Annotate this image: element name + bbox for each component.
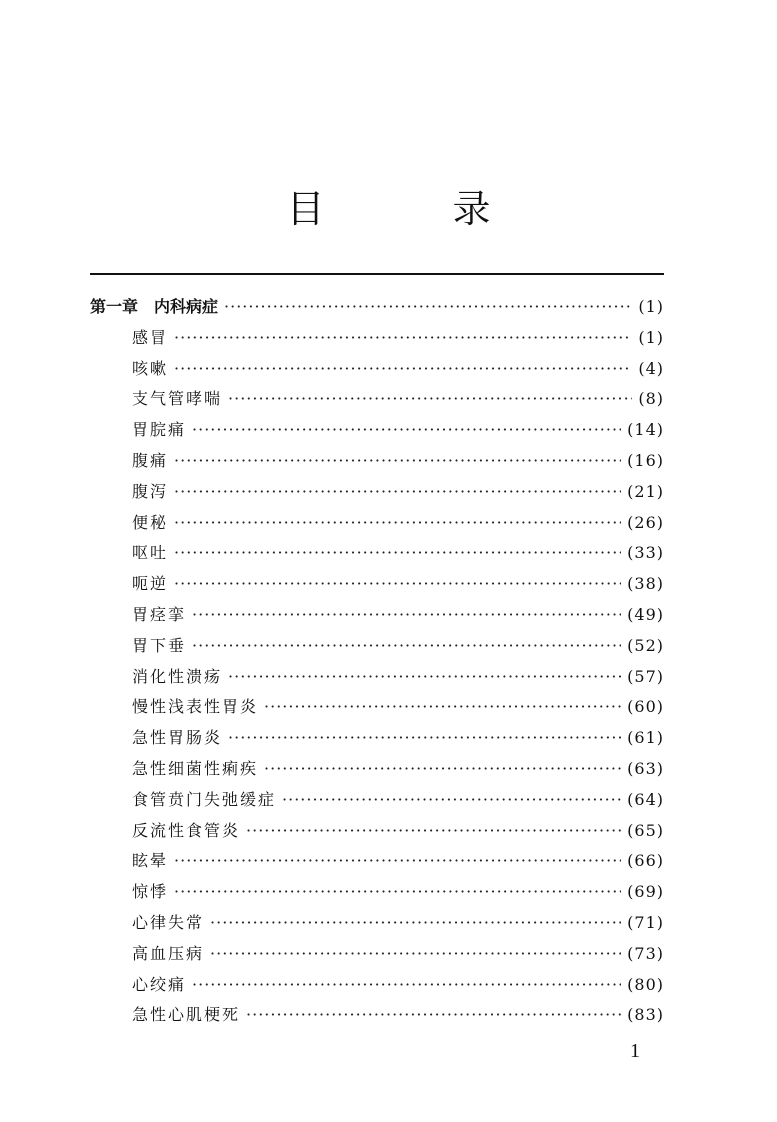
toc-leader-dots	[246, 1000, 621, 1031]
toc-entry-title: 反流性食管炎	[132, 820, 241, 840]
toc-leader-dots	[210, 908, 621, 939]
toc-entry-page: (57)	[627, 666, 664, 686]
toc-entry[interactable]	[90, 323, 664, 354]
toc-entry-page: (66)	[627, 851, 664, 871]
toc-entry[interactable]	[90, 1000, 664, 1031]
toc-entry-page: (16)	[627, 450, 664, 470]
toc-chapter-title: 第一章 内科病症	[90, 297, 219, 316]
toc-leader-dots	[192, 415, 621, 446]
toc-leader-dots	[264, 692, 621, 723]
toc-entry-title: 急性心肌梗死	[132, 1005, 241, 1025]
toc-leader-dots	[174, 846, 621, 877]
toc-leader-dots	[174, 877, 621, 908]
toc-entry-title: 心绞痛	[132, 974, 187, 994]
toc-entry[interactable]	[90, 970, 664, 1001]
toc-leader-dots	[210, 939, 621, 970]
toc-entry-title: 呕吐	[132, 543, 169, 563]
toc-leader-dots	[282, 785, 621, 816]
toc-entry-title: 呃逆	[132, 574, 169, 594]
toc-entry-page: (64)	[627, 789, 664, 809]
toc-entry[interactable]	[90, 415, 664, 446]
toc-entry[interactable]	[90, 631, 664, 662]
toc-entry[interactable]	[90, 662, 664, 693]
toc-entry-title: 心律失常	[132, 912, 205, 932]
toc-entry-title: 支气管哮喘	[132, 389, 223, 409]
toc-entry-page: (8)	[638, 389, 664, 409]
toc-entry[interactable]	[90, 538, 664, 569]
toc-leader-dots	[174, 323, 632, 354]
toc-entry-title: 消化性溃疡	[132, 666, 223, 686]
toc-entry-title: 胃脘痛	[132, 420, 187, 440]
toc-entry[interactable]	[90, 939, 664, 970]
toc-entry[interactable]	[90, 908, 664, 939]
toc-entry-page: (71)	[627, 912, 664, 932]
toc-leader-dots	[228, 662, 621, 693]
toc-leader-dots	[174, 354, 632, 385]
toc-entry[interactable]	[90, 692, 664, 723]
toc-leader-dots	[264, 754, 621, 785]
toc-leader-dots	[228, 723, 621, 754]
toc-leader-dots	[192, 631, 621, 662]
toc-entry[interactable]	[90, 600, 664, 631]
toc-entry-page: (52)	[627, 635, 664, 655]
toc-entry[interactable]	[90, 354, 664, 385]
toc-leader-dots	[174, 508, 621, 539]
toc-leader-dots	[246, 816, 621, 847]
toc-chapter-row[interactable]	[90, 292, 664, 323]
toc-entry-title: 急性细菌性痢疾	[132, 758, 259, 778]
toc-entry[interactable]	[90, 384, 664, 415]
toc-entry-title: 慢性浅表性胃炎	[132, 697, 259, 717]
toc-entry-page: (1)	[638, 327, 664, 347]
toc-entry-title: 高血压病	[132, 943, 205, 963]
toc-entry-page: (14)	[627, 420, 664, 440]
toc-leader-dots	[192, 600, 621, 631]
toc-entry-page: (80)	[627, 974, 664, 994]
toc-entry-title: 腹痛	[132, 450, 169, 470]
toc-entry-page: (73)	[627, 943, 664, 963]
toc-entry-title: 食管贲门失弛缓症	[132, 789, 277, 809]
toc-entry-title: 感冒	[132, 327, 169, 347]
toc-entry[interactable]	[90, 477, 664, 508]
toc-entry-page: (4)	[638, 358, 664, 378]
toc-leader-dots	[174, 477, 621, 508]
toc-entry-page: (38)	[627, 574, 664, 594]
toc-entry-title: 胃下垂	[132, 635, 187, 655]
toc-entry-title: 腹泻	[132, 481, 169, 501]
toc-leader-dots	[224, 292, 632, 323]
toc-entry[interactable]	[90, 754, 664, 785]
toc-entry-title: 惊悸	[132, 882, 169, 902]
table-of-contents	[90, 292, 664, 1031]
toc-entry-page: (49)	[627, 604, 664, 624]
toc-entry-title: 咳嗽	[132, 358, 169, 378]
toc-entry-title: 胃痉挛	[132, 604, 187, 624]
toc-entry[interactable]	[90, 723, 664, 754]
title-divider	[90, 273, 664, 275]
toc-entry-page: (60)	[627, 697, 664, 717]
toc-entry-page: (69)	[627, 882, 664, 902]
toc-entry[interactable]	[90, 569, 664, 600]
toc-leader-dots	[192, 970, 621, 1001]
toc-entry-page: (65)	[627, 820, 664, 840]
toc-leader-dots	[174, 569, 621, 600]
toc-entry-title: 眩晕	[132, 851, 169, 871]
toc-entry[interactable]	[90, 846, 664, 877]
toc-entry-page: (63)	[627, 758, 664, 778]
toc-entry-title: 急性胃肠炎	[132, 728, 223, 748]
toc-entry[interactable]	[90, 508, 664, 539]
toc-leader-dots	[228, 384, 632, 415]
page-title: 目 录	[286, 187, 549, 231]
toc-entry[interactable]	[90, 785, 664, 816]
toc-entry-page: (21)	[627, 481, 664, 501]
toc-entry-title: 便秘	[132, 512, 169, 532]
toc-chapter-page: (1)	[638, 297, 664, 316]
toc-entry[interactable]	[90, 816, 664, 847]
page-number: 1	[630, 1040, 640, 1062]
toc-leader-dots	[174, 446, 621, 477]
toc-entry-page: (61)	[627, 728, 664, 748]
toc-entry[interactable]	[90, 877, 664, 908]
toc-entry-page: (26)	[627, 512, 664, 532]
toc-leader-dots	[174, 538, 621, 569]
toc-entry-page: (33)	[627, 543, 664, 563]
toc-entry-page: (83)	[627, 1005, 664, 1025]
toc-entry[interactable]	[90, 446, 664, 477]
